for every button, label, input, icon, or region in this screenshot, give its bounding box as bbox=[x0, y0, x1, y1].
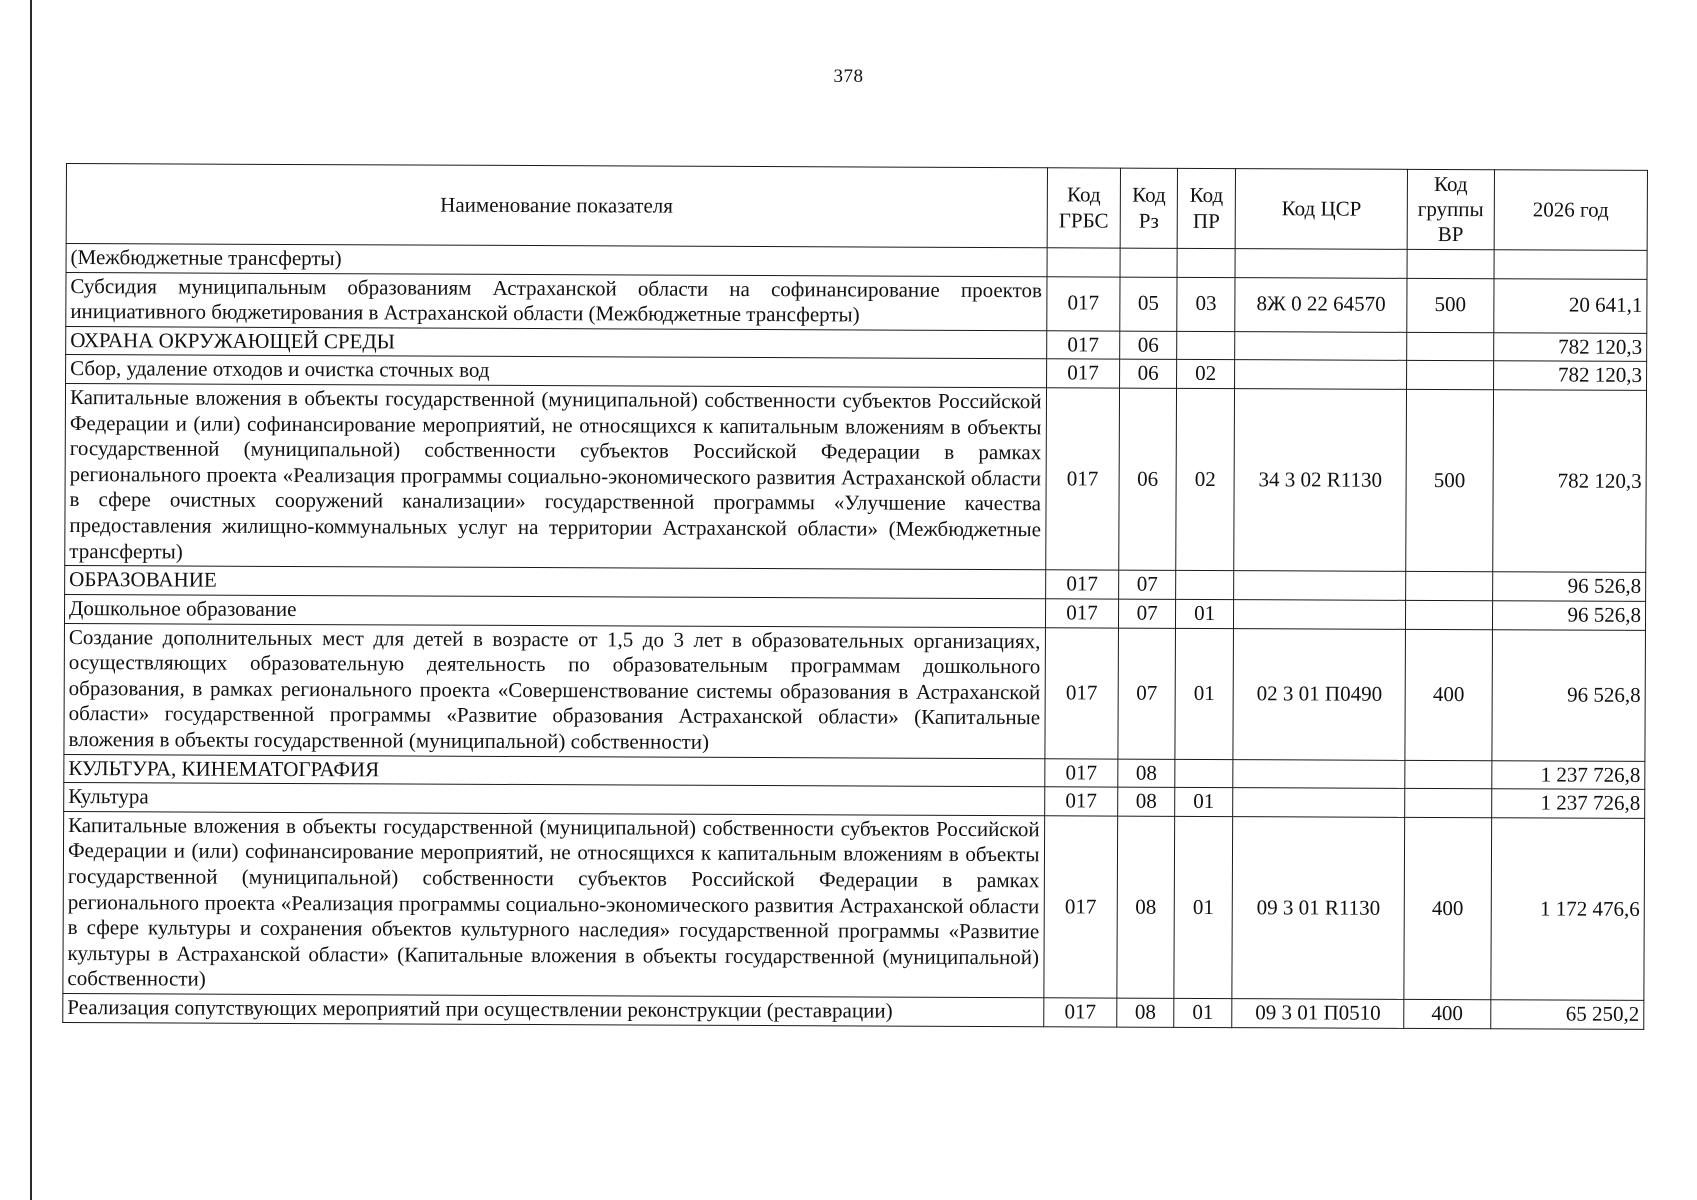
row-pr bbox=[1175, 571, 1234, 600]
row-pr: 02 bbox=[1176, 360, 1235, 389]
row-name: ОБРАЗОВАНИЕ bbox=[65, 566, 1046, 599]
row-grbs: 017 bbox=[1044, 758, 1118, 787]
row-grbs: 017 bbox=[1046, 359, 1120, 388]
row-grbs: 017 bbox=[1045, 570, 1119, 599]
row-vr: 500 bbox=[1407, 278, 1494, 333]
row-pr bbox=[1177, 248, 1236, 277]
row-pr: 01 bbox=[1174, 816, 1233, 999]
row-vr: 500 bbox=[1406, 389, 1494, 572]
row-vr bbox=[1406, 572, 1493, 601]
row-amount bbox=[1494, 250, 1647, 279]
row-amount: 782 120,3 bbox=[1493, 333, 1646, 362]
row-vr: 400 bbox=[1404, 999, 1491, 1028]
budget-table-container bbox=[62, 163, 1648, 1030]
row-grbs bbox=[1047, 248, 1121, 277]
row-amount: 65 250,2 bbox=[1491, 1000, 1644, 1029]
row-pr bbox=[1175, 759, 1234, 788]
row-name: Капитальные вложения в объекты государственной (муниципальной) собственности субъектов Российской Федерации и (или) софинансирование мероприятий, не относящихся к капитальным вложениям в объекты государственной (муниципальной) собственности субъектов Российской Федерации в рамках регионального проекта «Реализация программы социально-экономического развития Астраханской области в сфере очистных сооружений канализации» государственной программы «Улучшение качества предоставления жилищно-коммунальных услуг на территории Астраханской области» (Межбюджетные трансферты) bbox=[65, 384, 1046, 571]
row-grbs: 017 bbox=[1046, 276, 1120, 331]
row-amount: 96 526,8 bbox=[1492, 572, 1645, 601]
row-csr bbox=[1235, 331, 1407, 360]
table-header-row bbox=[66, 164, 1647, 251]
row-csr bbox=[1233, 759, 1405, 788]
header-year: 2026 год bbox=[1494, 170, 1648, 251]
row-grbs: 017 bbox=[1044, 787, 1118, 816]
row-amount: 96 526,8 bbox=[1492, 601, 1645, 630]
row-rz: 07 bbox=[1119, 599, 1176, 628]
row-grbs: 017 bbox=[1045, 599, 1119, 628]
row-name: Создание дополнительных мест для детей в возрасте от 1,5 до 3 лет в образовательных организациях, осуществляющих образовательную деятельность по образовательным программам дошкольного образования, в рамках регионального проекта «Совершенствование системы образования в Астраханской области» государственной программы «Развитие образования Астраханской области» (Капитальные вложения в объекты государственной (муниципальной) собственности) bbox=[64, 623, 1045, 758]
row-amount: 96 526,8 bbox=[1492, 629, 1646, 761]
row-name: Сбор, удаление отходов и очистка сточных вод bbox=[66, 355, 1047, 388]
row-name: Культура bbox=[64, 783, 1045, 816]
row-name: Капитальные вложения в объекты государственной (муниципальной) собственности субъектов Российской Федерации и (или) софинансирование мероприятий, не относящихся к капитальным вложениям в объекты государственной (муниципальной) собственности субъектов Российской Федерации в рамках регионального проекта «Реализация программы социально-экономического развития Астраханской области в сфере культуры и сохранения объектов культурного наследия» государственной программы «Развитие культуры в Астраханской области» (Капитальные вложения в объекты государственной (муниципальной) собственности) bbox=[63, 811, 1044, 998]
row-pr: 01 bbox=[1174, 998, 1233, 1027]
row-csr bbox=[1235, 249, 1407, 278]
row-vr bbox=[1405, 789, 1492, 818]
header-grbs: Код ГРБС bbox=[1047, 168, 1121, 248]
row-csr: 8Ж 0 22 64570 bbox=[1235, 277, 1407, 332]
header-csr: Код ЦСР bbox=[1236, 169, 1408, 250]
row-amount: 20 641,1 bbox=[1494, 278, 1647, 333]
row-name: Дошкольное образование bbox=[64, 594, 1045, 627]
table-row bbox=[64, 623, 1646, 761]
row-csr bbox=[1234, 600, 1406, 629]
row-amount: 1 237 726,8 bbox=[1492, 760, 1645, 789]
row-pr: 01 bbox=[1174, 788, 1233, 817]
row-csr: 09 3 01 R1130 bbox=[1232, 816, 1404, 999]
row-rz: 07 bbox=[1118, 628, 1175, 759]
row-pr: 03 bbox=[1177, 277, 1236, 331]
row-vr: 400 bbox=[1404, 817, 1492, 1000]
table-row bbox=[65, 384, 1647, 573]
row-pr bbox=[1176, 331, 1235, 360]
row-rz: 08 bbox=[1118, 759, 1175, 788]
row-vr bbox=[1407, 249, 1494, 278]
page-number: 378 bbox=[833, 66, 864, 87]
header-pr: Код ПР bbox=[1177, 168, 1236, 248]
row-rz: 07 bbox=[1119, 570, 1176, 599]
budget-table bbox=[62, 163, 1648, 1030]
row-grbs: 017 bbox=[1044, 627, 1118, 758]
table-row bbox=[63, 994, 1644, 1030]
row-rz bbox=[1120, 248, 1177, 277]
row-amount: 1 237 726,8 bbox=[1492, 789, 1645, 818]
row-csr bbox=[1235, 360, 1407, 389]
row-name: Субсидия муниципальным образованиям Астраханской области на софинансирование проектов инициативного бюджетирования в Астраханской области (Межбюджетные трансферты) bbox=[66, 272, 1047, 330]
row-grbs: 017 bbox=[1045, 388, 1120, 571]
row-pr: 01 bbox=[1175, 599, 1234, 628]
row-vr: 400 bbox=[1405, 629, 1492, 760]
row-vr bbox=[1405, 760, 1492, 789]
row-pr: 01 bbox=[1175, 628, 1234, 759]
row-amount: 782 120,3 bbox=[1493, 390, 1647, 573]
row-csr bbox=[1233, 788, 1405, 817]
table-row bbox=[63, 811, 1645, 1000]
row-rz: 08 bbox=[1117, 816, 1174, 999]
row-vr bbox=[1407, 361, 1494, 390]
row-csr: 09 3 01 П0510 bbox=[1232, 999, 1404, 1028]
row-name: (Межбюджетные трансферты) bbox=[66, 244, 1047, 277]
row-grbs: 017 bbox=[1043, 998, 1117, 1027]
row-rz: 08 bbox=[1117, 998, 1174, 1027]
row-name: КУЛЬТУРА, КИНЕМАТОГРАФИЯ bbox=[64, 754, 1045, 787]
binding-margin-line bbox=[30, 0, 32, 1200]
header-vr: Код группы ВР bbox=[1407, 169, 1494, 249]
row-csr bbox=[1234, 571, 1406, 600]
row-csr: 02 3 01 П0490 bbox=[1233, 628, 1405, 760]
row-pr: 02 bbox=[1176, 388, 1235, 571]
row-grbs: 017 bbox=[1046, 331, 1120, 360]
row-amount: 1 172 476,6 bbox=[1491, 818, 1645, 1001]
row-rz: 06 bbox=[1120, 331, 1177, 360]
row-csr: 34 3 02 R1130 bbox=[1234, 389, 1406, 572]
table-row bbox=[66, 272, 1647, 333]
header-name: Наименование показателя bbox=[66, 164, 1047, 248]
row-vr bbox=[1405, 600, 1492, 629]
row-rz: 08 bbox=[1118, 787, 1175, 816]
row-rz: 06 bbox=[1120, 360, 1177, 389]
row-vr bbox=[1407, 332, 1494, 361]
row-amount: 782 120,3 bbox=[1493, 361, 1646, 390]
header-rz: Код Рз bbox=[1120, 168, 1177, 248]
row-name: ОХРАНА ОКРУЖАЮЩЕЙ СРЕДЫ bbox=[66, 326, 1047, 359]
row-grbs: 017 bbox=[1043, 816, 1118, 999]
row-rz: 05 bbox=[1120, 277, 1177, 331]
row-rz: 06 bbox=[1119, 388, 1176, 571]
row-name: Реализация сопутствующих мероприятий при осуществлении реконструкции (реставрации) bbox=[63, 994, 1044, 1027]
